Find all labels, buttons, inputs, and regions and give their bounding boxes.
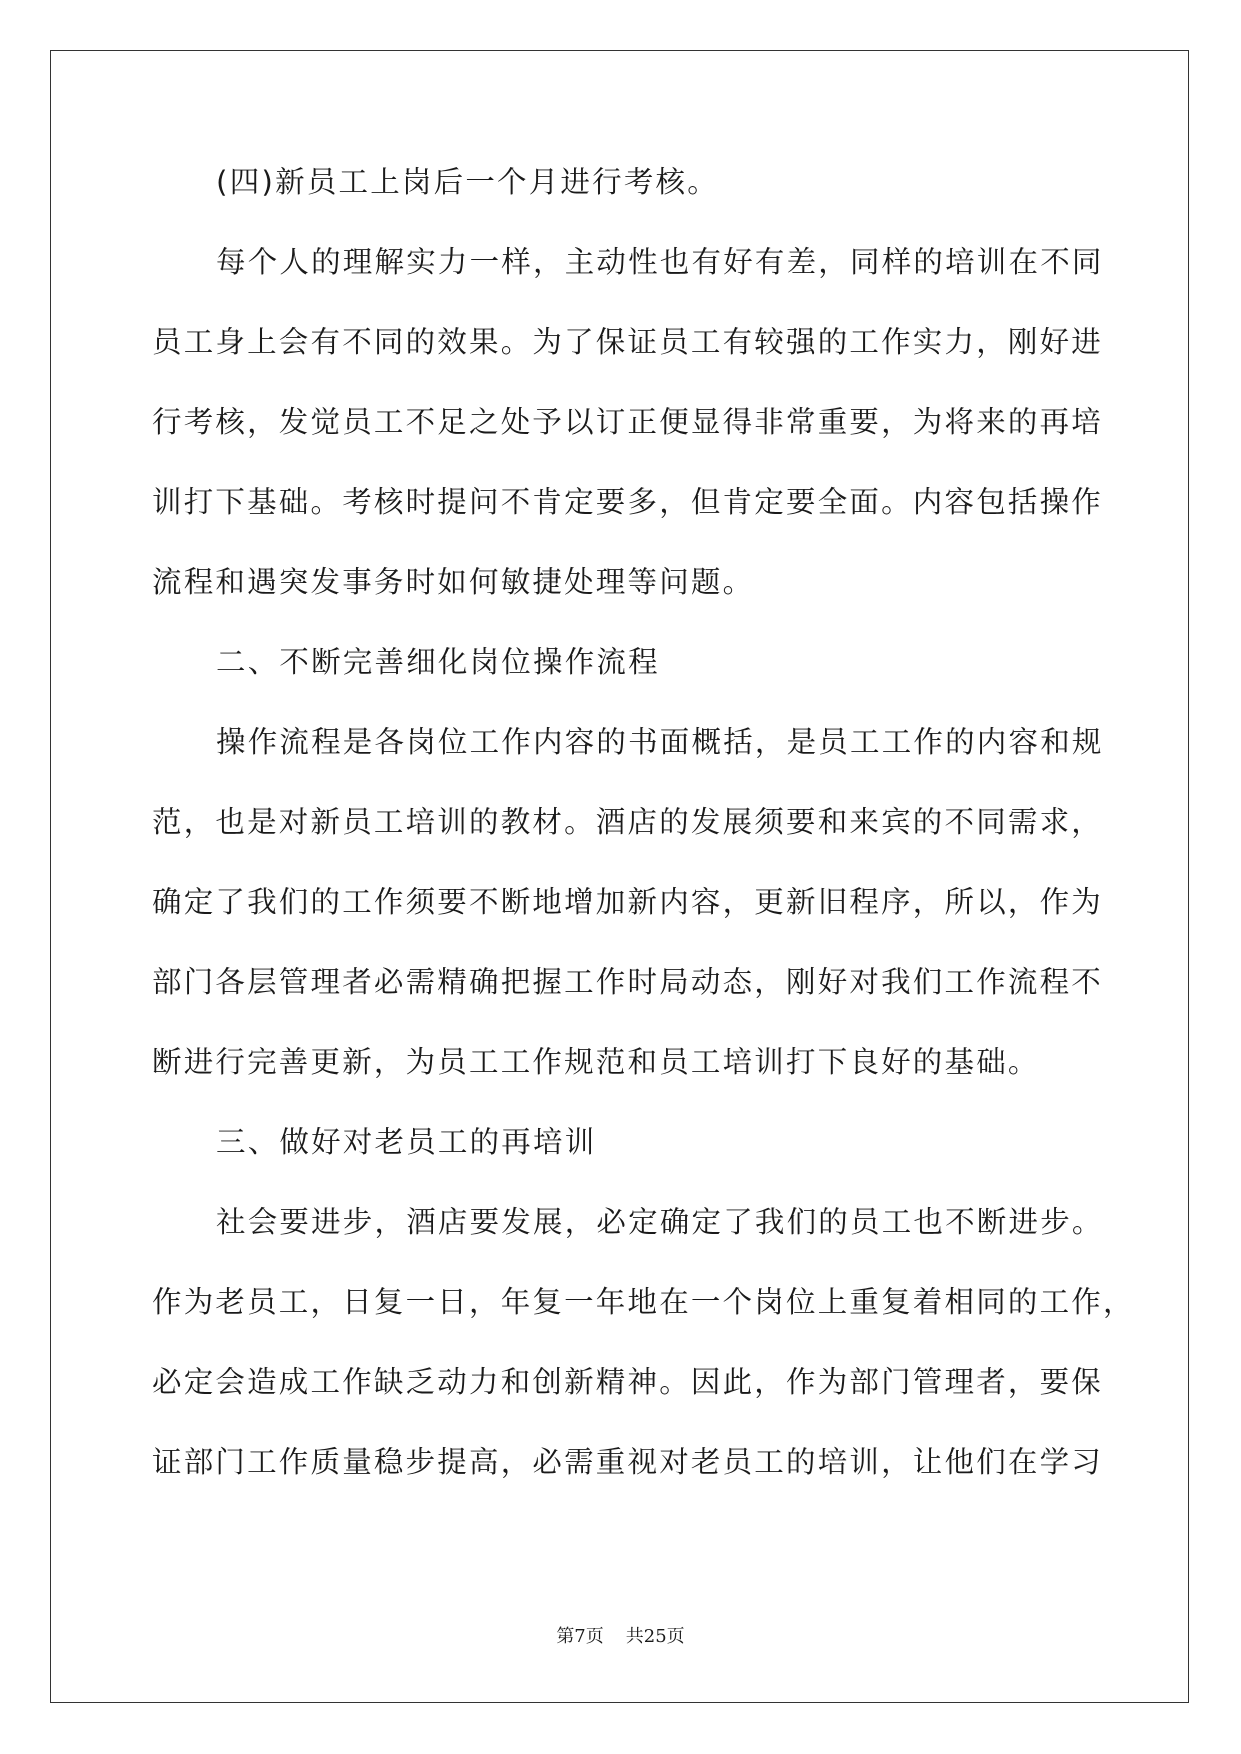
- text-line-4: 行考核，发觉员工不足之处予以订正便显得非常重要，为将来的再培: [152, 405, 1104, 439]
- document-body: [152, 160, 1135, 1520]
- text-line-6: 流程和遇突发事务时如何敏捷处理等问题。: [152, 565, 755, 599]
- page-footer: [0, 1622, 1241, 1648]
- text-line-16: 必定会造成工作缺乏动力和创新精神。因此，作为部门管理者，要保: [152, 1365, 1104, 1399]
- text-line-2: 每个人的理解实力一样，主动性也有好有差，同样的培训在不同: [216, 245, 1104, 279]
- section-heading-3: 三、做好对老员工的再培训: [216, 1125, 597, 1159]
- text-line-5: 训打下基础。考核时提问不肯定要多，但肯定要全面。内容包括操作: [152, 485, 1104, 519]
- page-number: 第7页: [556, 1626, 604, 1647]
- text-line-14: 社会要进步，酒店要发展，必定确定了我们的员工也不断进步。: [216, 1205, 1104, 1239]
- text-line-10: 确定了我们的工作须要不断地增加新内容，更新旧程序，所以，作为: [152, 885, 1104, 919]
- text-line-17: 证部门工作质量稳步提高，必需重视对老员工的培训，让他们在学习: [152, 1445, 1104, 1479]
- page-total: 共25页: [625, 1626, 685, 1647]
- text-line-12: 断进行完善更新，为员工工作规范和员工培训打下良好的基础。: [152, 1045, 1040, 1079]
- text-line-1: (四)新员工上岗后一个月进行考核。: [216, 165, 719, 199]
- text-line-9: 范，也是对新员工培训的教材。酒店的发展须要和来宾的不同需求，: [152, 805, 1104, 839]
- text-line-15: 作为老员工，日复一日，年复一年地在一个岗位上重复着相同的工作，: [152, 1285, 1135, 1319]
- text-line-11: 部门各层管理者必需精确把握工作时局动态，刚好对我们工作流程不: [152, 965, 1104, 999]
- section-heading-2: 二、不断完善细化岗位操作流程: [216, 645, 660, 679]
- text-line-3: 员工身上会有不同的效果。为了保证员工有较强的工作实力，刚好进: [152, 325, 1104, 359]
- text-line-8: 操作流程是各岗位工作内容的书面概括，是员工工作的内容和规: [216, 725, 1104, 759]
